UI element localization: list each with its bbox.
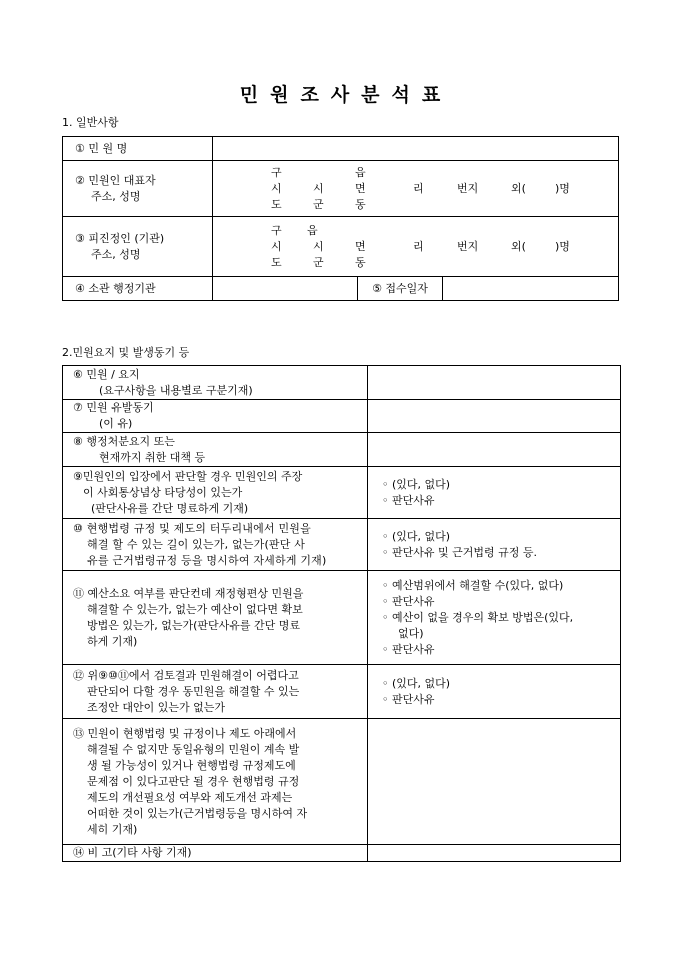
action-field[interactable] xyxy=(368,433,621,467)
petitioner-address-field[interactable]: 구 읍 시 시 면 리 번지 외( )명 도 군 동 xyxy=(213,161,619,217)
validity-answer[interactable]: ◦ (있다, 없다) ◦ 판단사유 xyxy=(368,467,621,519)
alternative-question: ⑫ 위⑨⑩⑪에서 검토결과 민원해결이 어렵다고 판단되어 다할 경우 동민원을 해결할 수 있는 조정안 대안이 있는가 없는가 xyxy=(63,665,368,719)
remarks-label: ⑭ 비 고(기타 사항 기재) xyxy=(63,845,368,862)
received-date-label: ⑤ 접수일자 xyxy=(358,277,443,301)
remarks-field[interactable] xyxy=(368,845,621,862)
agency-label: ④ 소관 행정기관 xyxy=(63,277,213,301)
respondent-address-field[interactable]: 구 읍 시 시 면 리 번지 외( )명 도 군 동 xyxy=(213,217,619,277)
motive-label: ⑦ 민원 유발동기 (이 유) xyxy=(63,400,368,433)
general-info-table xyxy=(62,136,619,301)
validity-question: ⑨민원인의 입장에서 판단할 경우 민원인의 주장 이 사회통상념상 타당성이 있는가 (판단사유를 간단 명료하게 기재) xyxy=(63,467,368,519)
agency-field[interactable] xyxy=(213,277,358,301)
petitioner-label: ② 민원인 대표자 주소, 성명 xyxy=(63,161,213,217)
action-label: ⑧ 행정처분요지 또는 현재까지 취한 대책 등 xyxy=(63,433,368,467)
improvement-answer[interactable] xyxy=(368,719,621,845)
respondent-label: ③ 피진정인 (기관) 주소, 성명 xyxy=(63,217,213,277)
received-date-field[interactable] xyxy=(443,277,619,301)
improvement-question: ⑬ 민원이 현행법령 및 규정이나 제도 아래에서 해결될 수 없지만 동일유형의 민원이 계속 발 생 될 가능성이 있거나 현행법령 규정제도에 문제점 이 있다고판단 될 경우 현행법령 규정 제도의 개선필요성 여부와 제도개선 과제는 어떠한 것이 있는가(근거법령등을 명시하여 자 세히 기재) xyxy=(63,719,368,845)
legal-resolution-answer[interactable]: ◦ (있다, 없다) ◦ 판단사유 및 근거법령 규정 등. xyxy=(368,519,621,571)
budget-question: ⑪ 예산소요 여부를 판단컨데 재정형편상 민원을 해결할 수 있는가, 없는가 예산이 없다면 확보 방법은 있는가, 없는가(판단사유를 간단 명료 하게 기재) xyxy=(63,571,368,665)
summary-label: ⑥ 민원 / 요지 (요구사항을 내용별로 구분기재) xyxy=(63,366,368,400)
section-general-heading: 1. 일반사항 xyxy=(62,116,119,129)
budget-answer[interactable]: ◦ 예산범위에서 해결할 수(있다, 없다) ◦ 판단사유 ◦ 예산이 없을 경우의 확보 방법은(있다, 없다) ◦ 판단사유 xyxy=(368,571,621,665)
petition-name-field[interactable] xyxy=(213,137,619,161)
legal-resolution-question: ⑩ 현행법령 규정 및 제도의 터두리내에서 민원을 해결 할 수 있는 길이 있는가, 없는가(판단 사 유를 근거법령규정 등을 명시하여 자세하게 기재) xyxy=(63,519,368,571)
page-title: 민 원 조 사 분 석 표 xyxy=(239,84,441,106)
summary-table xyxy=(62,365,621,862)
motive-field[interactable] xyxy=(368,400,621,433)
petition-name-label: ① 민 원 명 xyxy=(63,137,213,161)
section-summary-heading: 2.민원요지 및 발생동기 등 xyxy=(62,346,190,359)
summary-field[interactable] xyxy=(368,366,621,400)
alternative-answer[interactable]: ◦ (있다, 없다) ◦ 판단사유 xyxy=(368,665,621,719)
